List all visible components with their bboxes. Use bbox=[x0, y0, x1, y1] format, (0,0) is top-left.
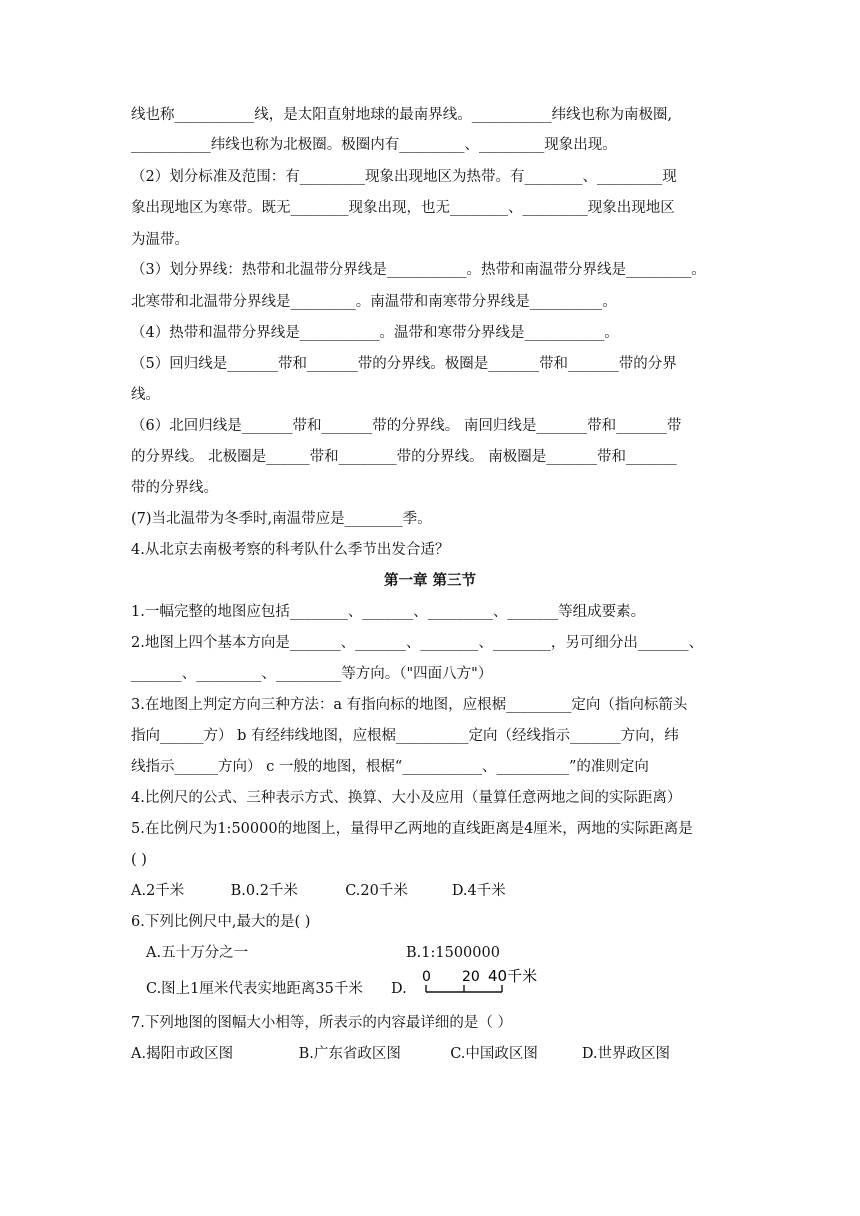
question-6-option-a: A.五十万分之一 bbox=[146, 945, 249, 961]
text-line: 4.从北京去南极考察的科考队什么季节出发合适？ bbox=[131, 542, 450, 558]
text-line: _______、_________、_________等方向。（"四面八方"） bbox=[131, 666, 493, 682]
text-line: 3.在地图上判定方向三种方法：a 有指向标的地图，应根椐_________定向（指向标箭头 bbox=[131, 697, 688, 713]
question-7-options bbox=[131, 1043, 670, 1065]
text-line: ( ) bbox=[131, 852, 147, 868]
text-line: 带的分界线。 bbox=[131, 480, 218, 496]
text-line: 的分界线。 北极圈是______带和________带的分界线。 南极圈是_______带和_______ bbox=[131, 449, 677, 465]
scale-bar-graphic bbox=[418, 964, 538, 1000]
section-heading: 第一章 第三节 bbox=[383, 573, 477, 589]
option-b: B.广东省政区图 bbox=[298, 1046, 401, 1062]
text-line: 为温带。 bbox=[131, 232, 189, 248]
text-line: （5）回归线是_______带和_______带的分界线。极圈是_______带和_______带的分界 bbox=[131, 356, 677, 372]
question-7-stem: 7.下列地图的图幅大小相等，所表示的内容最详细的是（ ） bbox=[131, 1015, 512, 1031]
question-5-options bbox=[131, 880, 506, 902]
text-line: （6）北回归线是_______带和_______带的分界线。 南回归线是_______带和_______带 bbox=[131, 418, 682, 434]
text-line: 1.一幅完整的地图应包括________、_______、_________、_______等组成要素。 bbox=[131, 604, 646, 620]
text-line: （4）热带和温带分界线是___________。温带和寒带分界线是___________。 bbox=[131, 325, 619, 341]
option-a: A.2千米 bbox=[131, 883, 185, 899]
text-line: （3）划分界线：热带和北温带分界线是___________。热带和南温带分界线是_________。 bbox=[131, 262, 706, 278]
text-line: 线也称___________线，是太阳直射地球的最南界线。___________纬线也称为南极圈, bbox=[131, 107, 673, 123]
text-line: 5.在比例尺为1:50000的地图上，量得甲乙两地的直线距离是4厘米，两地的实际距离是 bbox=[131, 821, 693, 837]
scale-label-20: 20 bbox=[462, 969, 480, 985]
option-d: D.4千米 bbox=[451, 883, 506, 899]
text-line: 象出现地区为寒带。既无________现象出现，也无________、_________现象出现地区 bbox=[131, 200, 675, 216]
text-line: 线指示______方向） c 一般的地图，根椐“___________、__________”的准则定向 bbox=[131, 759, 649, 775]
scale-label-40: 40千米 bbox=[488, 967, 538, 985]
text-line: （2）划分标准及范围：有_________现象出现地区为热带。有________、_________现 bbox=[131, 169, 677, 185]
text-line: 北寒带和北温带分界线是_________。南温带和南寒带分界线是__________。 bbox=[131, 294, 617, 310]
option-b: B.0.2千米 bbox=[230, 883, 298, 899]
text-line: ___________纬线也称为北极圈。极圈内有_________、_________现象出现。 bbox=[131, 137, 617, 153]
text-line: 4.比例尺的公式、三种表示方式、换算、大小及应用（量算任意两地之间的实际距离） bbox=[131, 790, 682, 806]
question-6-option-c: C.图上1厘米代表实地距离35千米 bbox=[146, 981, 363, 997]
question-6-option-b: B.1:1500000 bbox=[406, 945, 500, 961]
text-line: 指向______方） b 有经纬线地图，应根椐__________定向（经线指示_______方向，纬 bbox=[131, 728, 679, 744]
scale-label-0: 0 bbox=[422, 969, 431, 985]
option-d: D.世界政区图 bbox=[581, 1046, 671, 1062]
text-line: 线。 bbox=[131, 387, 160, 403]
text-line: (7)当北温带为冬季时,南温带应是________季。 bbox=[131, 511, 432, 527]
question-6-stem: 6.下列比例尺中,最大的是( ) bbox=[131, 914, 311, 930]
question-6-option-d: D. bbox=[391, 981, 407, 997]
option-c: C.20千米 bbox=[345, 883, 408, 899]
text-line: 2.地图上四个基本方向是_______、_______、________、________，另可细分出_______、 bbox=[131, 635, 704, 651]
option-a: A.揭阳市政区图 bbox=[131, 1046, 234, 1062]
option-c: C.中国政区图 bbox=[450, 1046, 538, 1062]
